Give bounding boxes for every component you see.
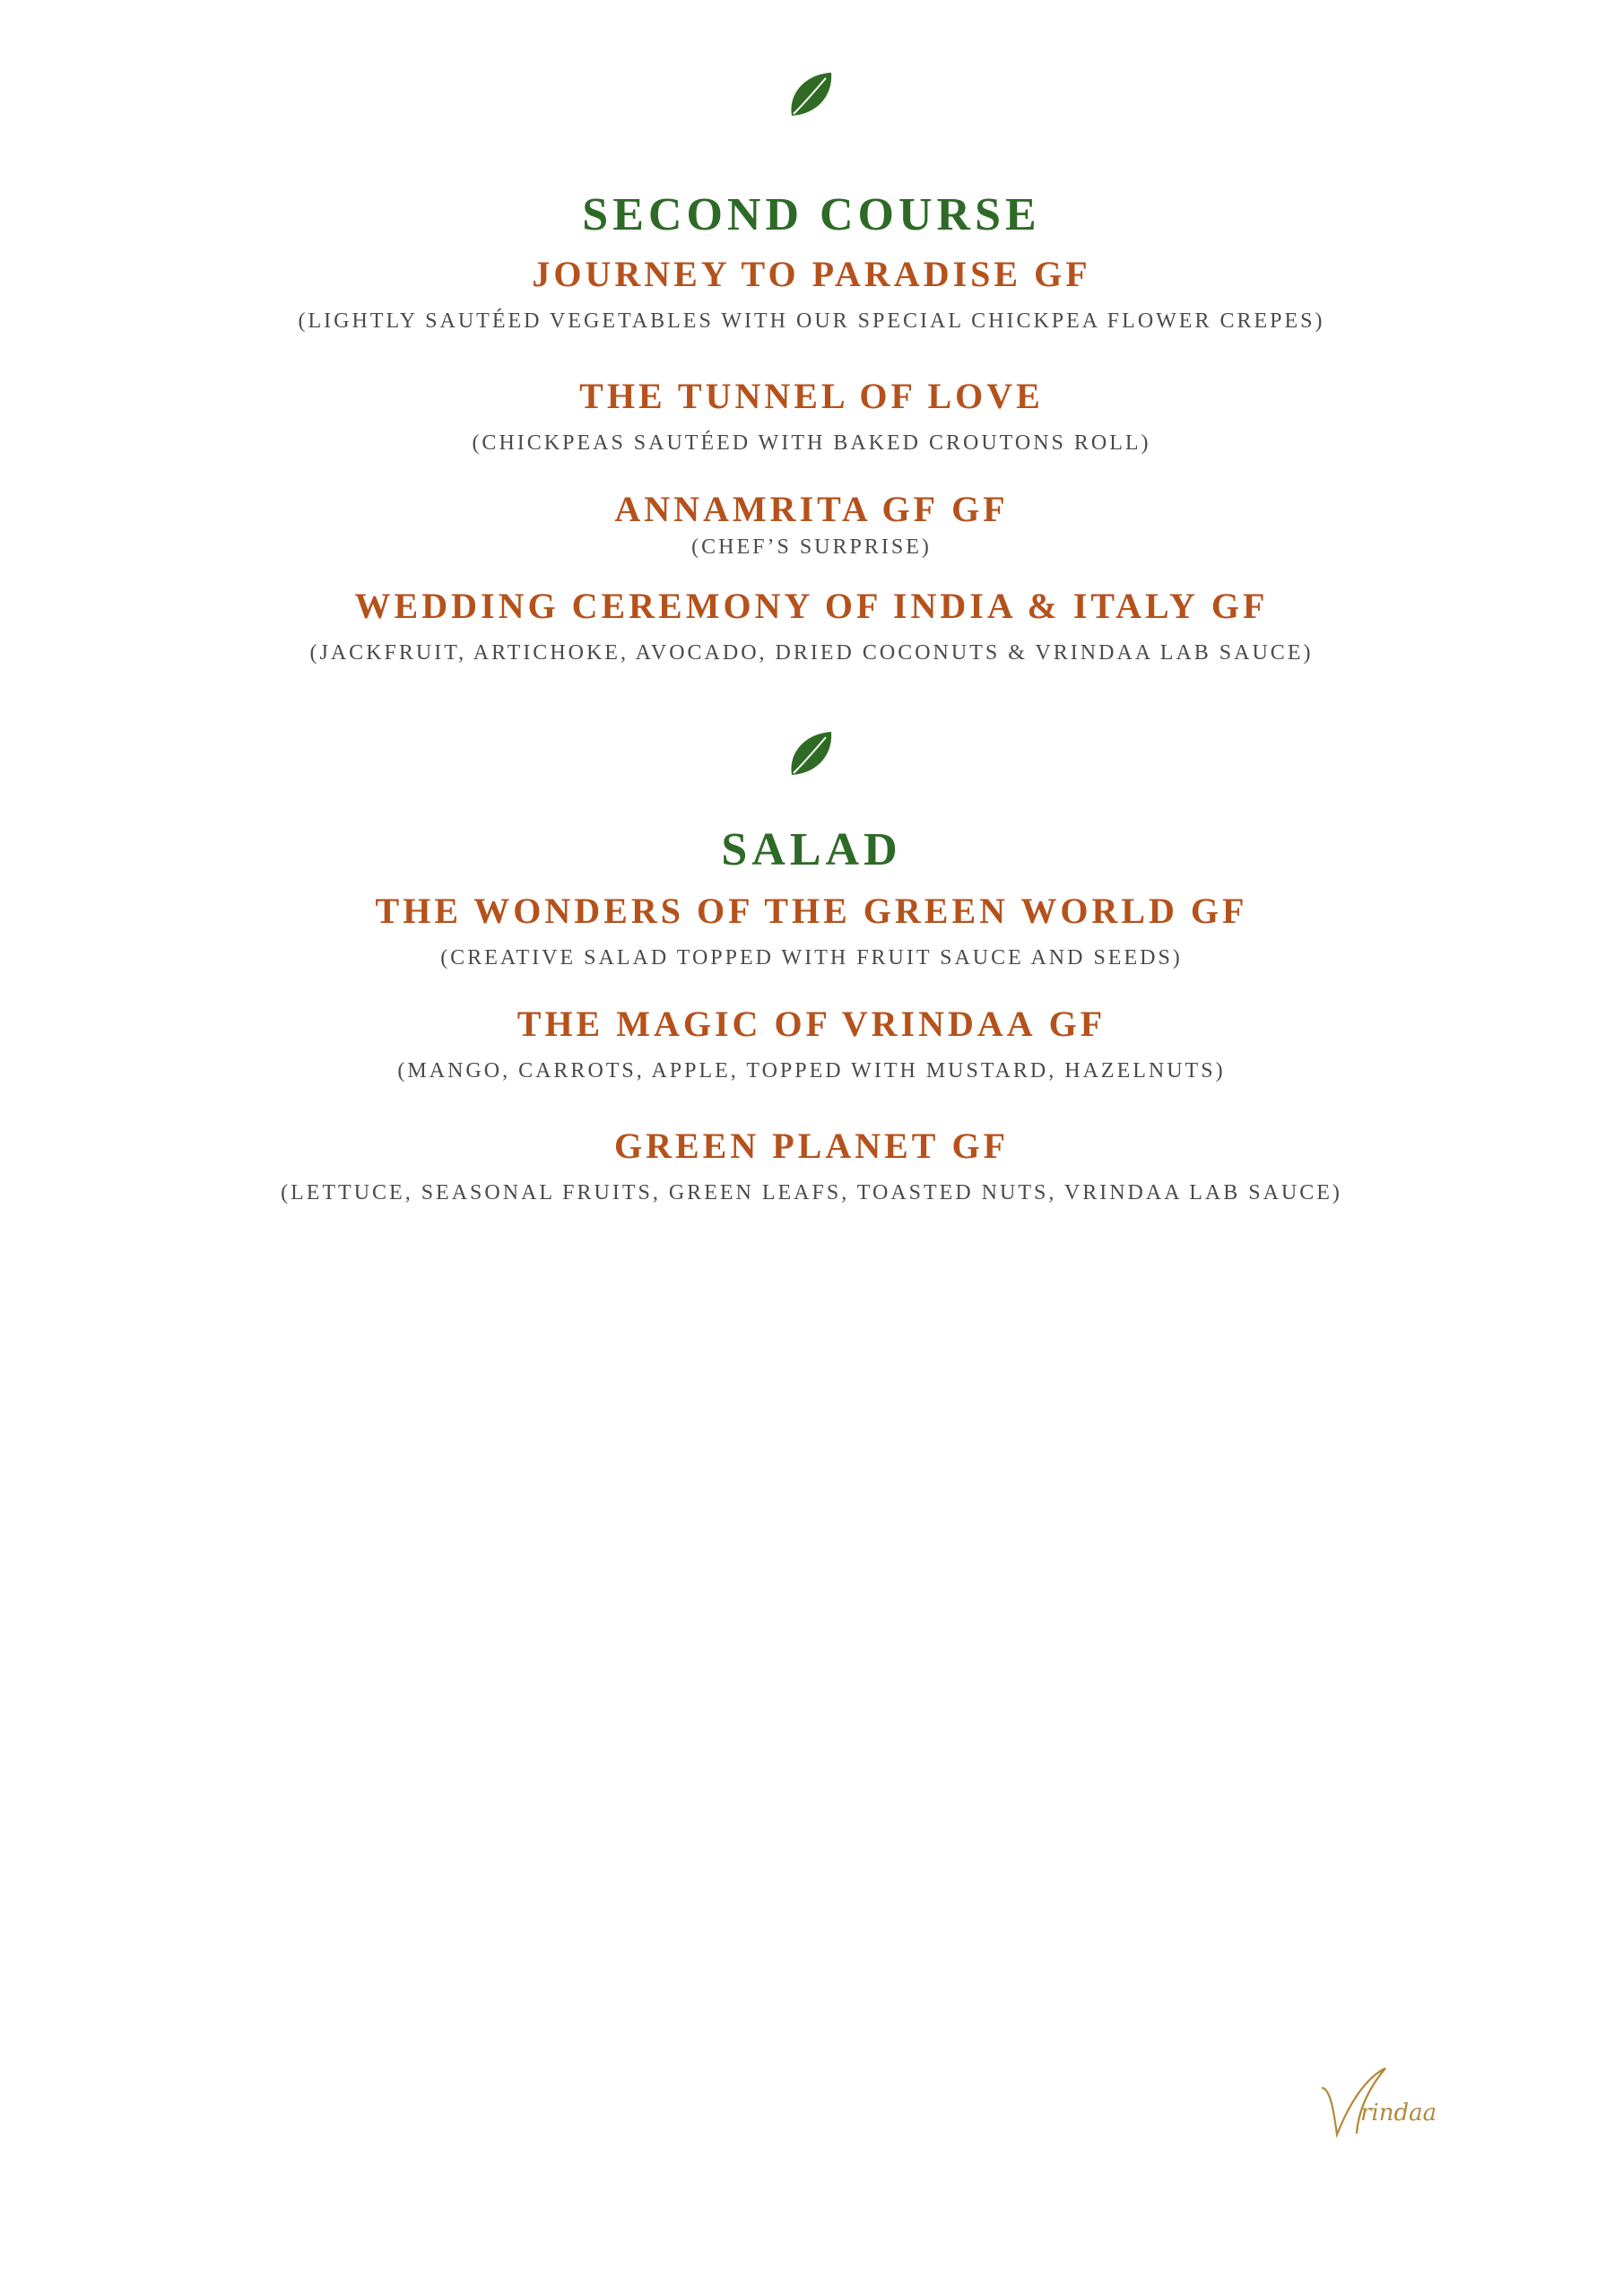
leaf-icon — [785, 67, 838, 121]
dish-name: THE MAGIC OF VRINDAA GF — [516, 1004, 1107, 1044]
dish-name: GREEN PLANET GF — [613, 1126, 1010, 1166]
leaf-icon — [785, 726, 838, 780]
dish-name: ANNAMRITA GF GF — [614, 489, 1009, 529]
dish-name: WEDDING CEREMONY OF INDIA & ITALY GF — [354, 586, 1269, 626]
signature-logo — [1314, 2063, 1475, 2144]
dish-description: (LIGHTLY SAUTÉED VEGETABLES WITH OUR SPECIAL CHICKPEA FLOWER CREPES) — [298, 309, 1325, 333]
svg-text:rindaa: rindaa — [1360, 2100, 1437, 2126]
dish-description: (CHEF’S SURPRISE) — [691, 535, 932, 559]
section-title-salad: SALAD — [721, 824, 902, 875]
dish-description: (MANGO, CARROTS, APPLE, TOPPED WITH MUSTARD, HAZELNUTS) — [397, 1059, 1226, 1083]
dish-description: (CREATIVE SALAD TOPPED WITH FRUIT SAUCE AND SEEDS) — [440, 946, 1183, 970]
dish-name: JOURNEY TO PARADISE GF — [532, 254, 1091, 294]
dish-description: (LETTUCE, SEASONAL FRUITS, GREEN LEAFS, TOASTED NUTS, VRINDAA LAB SAUCE) — [281, 1181, 1342, 1205]
dish-description: (JACKFRUIT, ARTICHOKE, AVOCADO, DRIED COCONUTS & VRINDAA LAB SAUCE) — [309, 641, 1314, 665]
dish-name: THE TUNNEL OF LOVE — [579, 376, 1044, 416]
dish-name: THE WONDERS OF THE GREEN WORLD GF — [375, 891, 1248, 931]
section-title-second-course: SECOND COURSE — [582, 189, 1041, 240]
dish-description: (CHICKPEAS SAUTÉED WITH BAKED CROUTONS ROLL) — [472, 431, 1151, 455]
